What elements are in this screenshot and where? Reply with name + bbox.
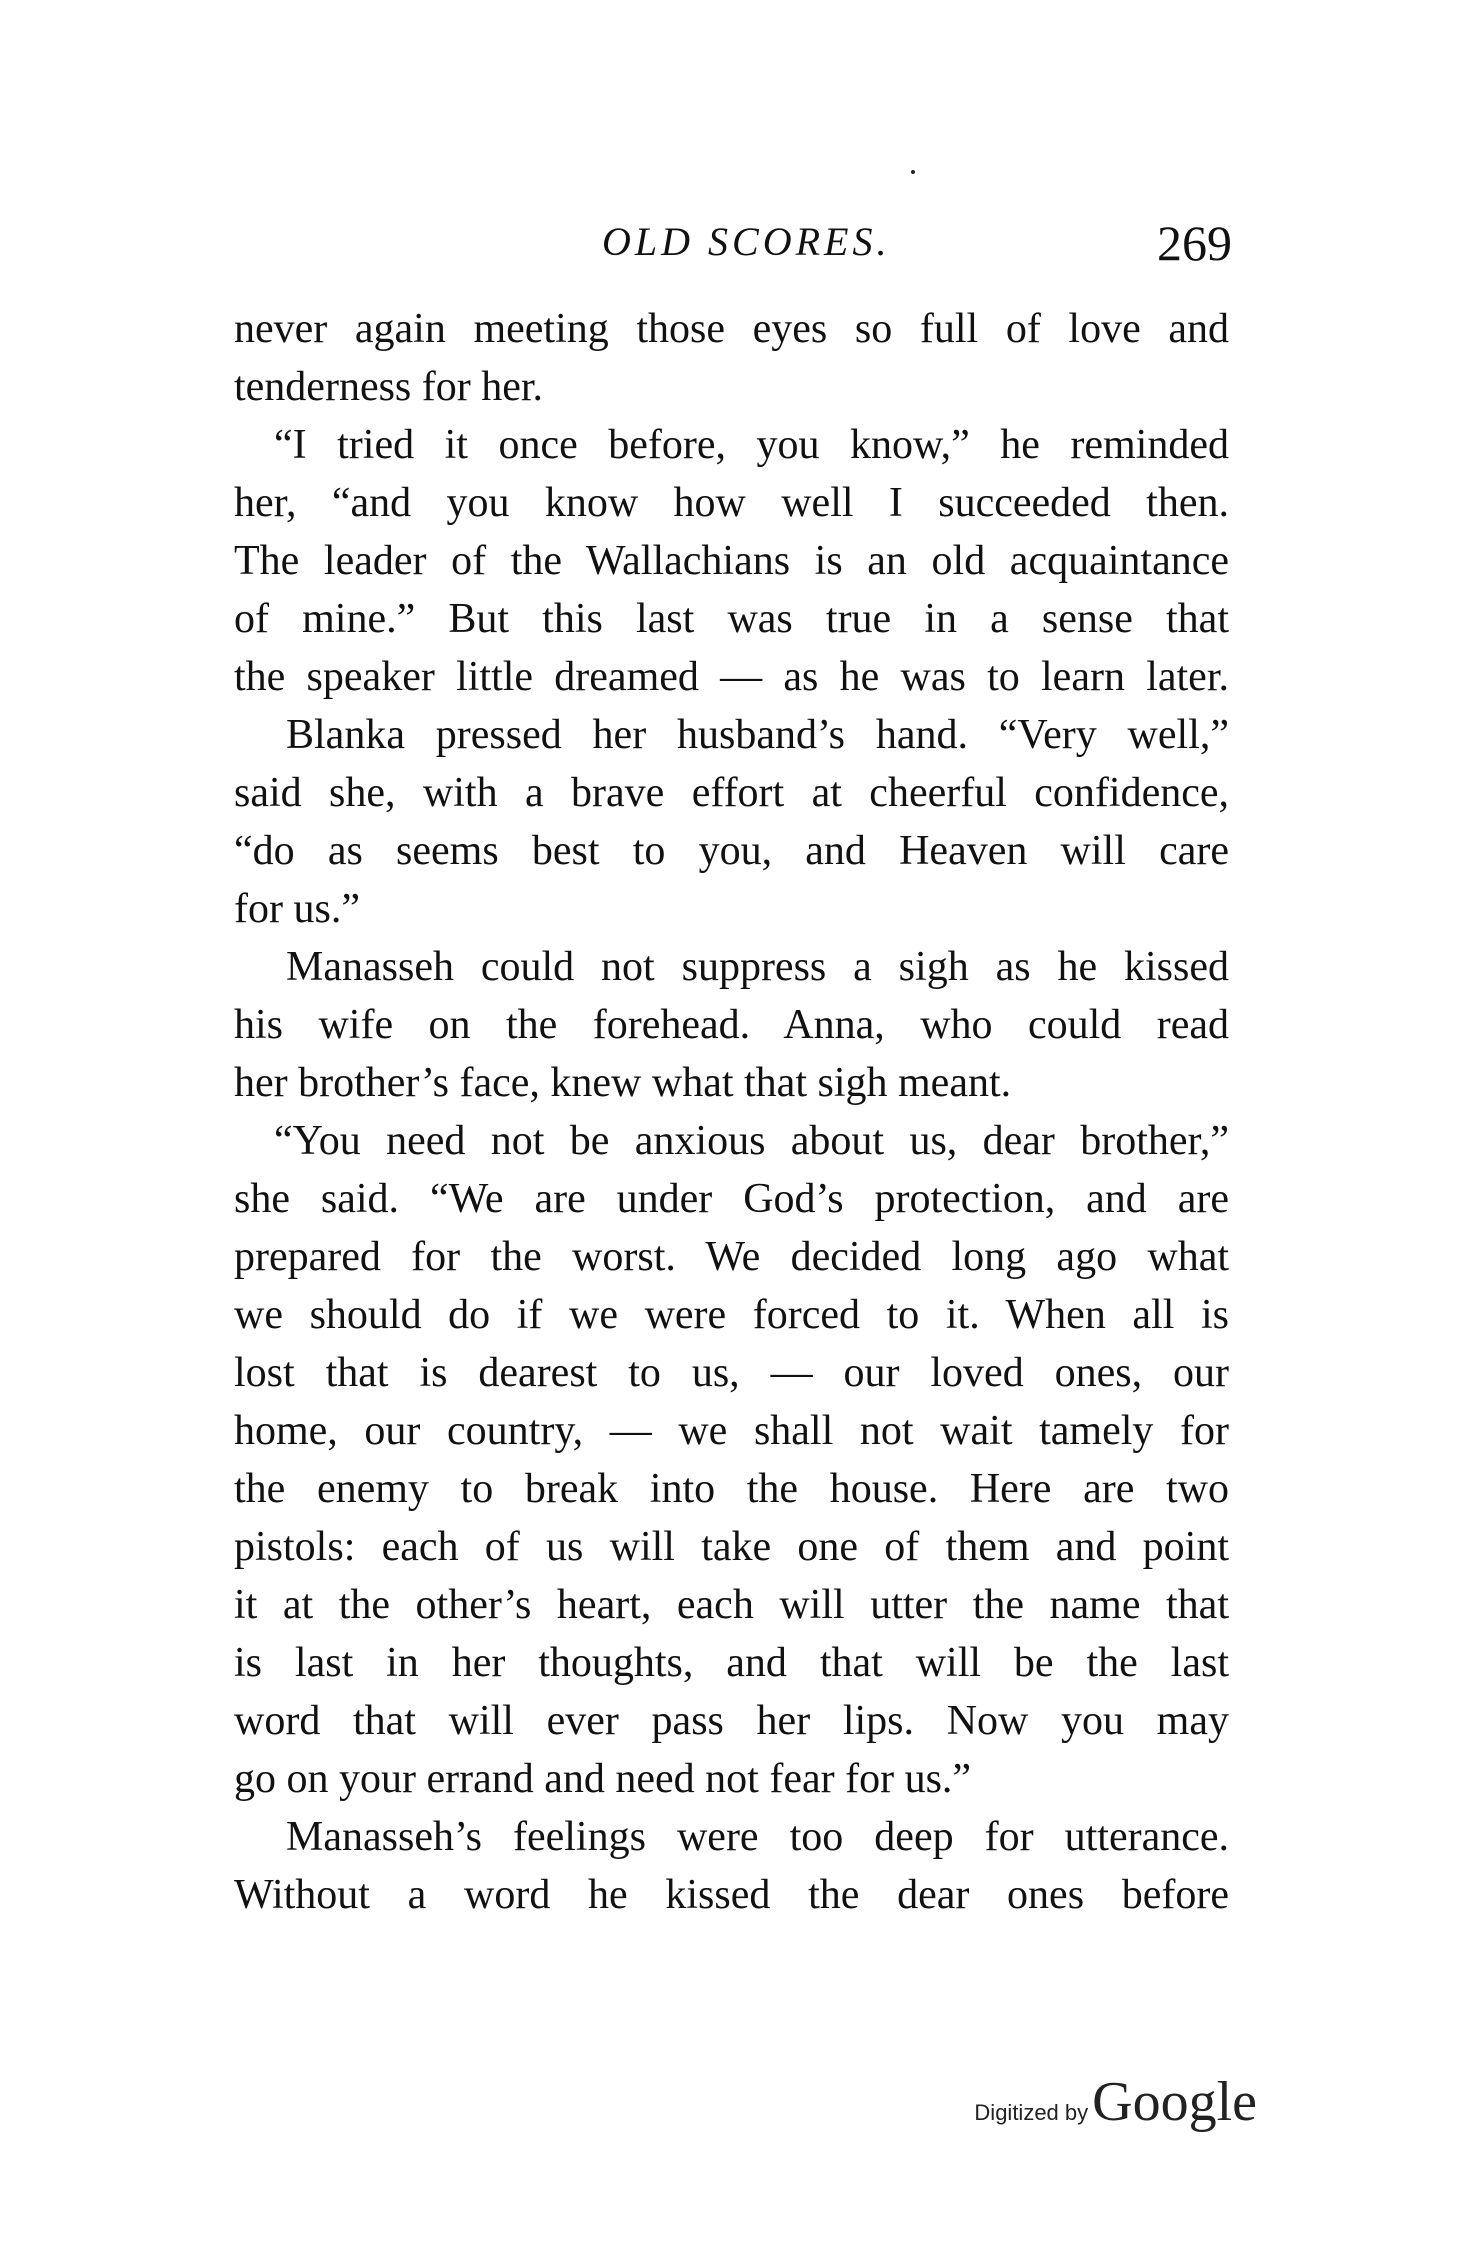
text-line: The leader of the Wallachians is an old acquaintance — [234, 538, 1229, 584]
body-text — [234, 300, 1229, 1924]
text-line: Manasseh could not suppress a sigh as he kissed — [286, 944, 1229, 990]
text-line: go on your errand and need not fear for us.” — [234, 1756, 972, 1802]
scan-speck — [911, 170, 915, 174]
text-line: “I tried it once before, you know,” he reminded — [274, 422, 1229, 468]
text-line: her brother’s face, knew what that sigh meant. — [234, 1060, 1012, 1106]
text-line: prepared for the worst. We decided long ago what — [234, 1234, 1229, 1280]
text-line: tenderness for her. — [234, 364, 544, 410]
text-line: home, our country, — we shall not wait tamely for — [234, 1408, 1229, 1454]
text-line: she said. “We are under God’s protection, and are — [234, 1176, 1229, 1222]
text-line: her, “and you know how well I succeeded then. — [234, 480, 1229, 526]
digitized-label: Digitized by — [974, 2100, 1089, 2125]
text-line: Manasseh’s feelings were too deep for utterance. — [286, 1814, 1229, 1860]
text-line: we should do if we were forced to it. When all is — [234, 1292, 1229, 1338]
text-line: the speaker little dreamed — as he was to learn later. — [234, 654, 1229, 700]
text-line: Without a word he kissed the dear ones before — [234, 1872, 1229, 1918]
text-line: never again meeting those eyes so full of love and — [234, 306, 1229, 352]
text-line: for us.” — [234, 886, 360, 932]
text-line: it at the other’s heart, each will utter the name that — [234, 1582, 1229, 1628]
text-line: of mine.” But this last was true in a sense that — [234, 596, 1229, 642]
text-line: said she, with a brave effort at cheerful confidence, — [234, 770, 1229, 816]
text-line: word that will ever pass her lips. Now you may — [234, 1698, 1229, 1744]
text-line: the enemy to break into the house. Here are two — [234, 1466, 1229, 1512]
text-line: Blanka pressed her husband’s hand. “Very well,” — [286, 712, 1229, 758]
text-line: pistols: each of us will take one of them and point — [234, 1524, 1229, 1570]
text-line: “do as seems best to you, and Heaven will care — [234, 828, 1229, 874]
running-head — [232, 214, 1232, 284]
page-number: 269 — [1157, 215, 1232, 271]
text-line: is last in her thoughts, and that will be the last — [234, 1640, 1229, 1686]
text-line: “You need not be anxious about us, dear brother,” — [274, 1118, 1229, 1164]
brand-logo-text: Google — [1092, 2071, 1257, 2133]
text-line: lost that is dearest to us, — our loved ones, our — [234, 1350, 1229, 1396]
running-title: OLD SCORES. — [602, 219, 891, 264]
text-line: his wife on the forehead. Anna, who could read — [234, 1002, 1229, 1048]
digitization-watermark — [974, 2070, 1257, 2134]
